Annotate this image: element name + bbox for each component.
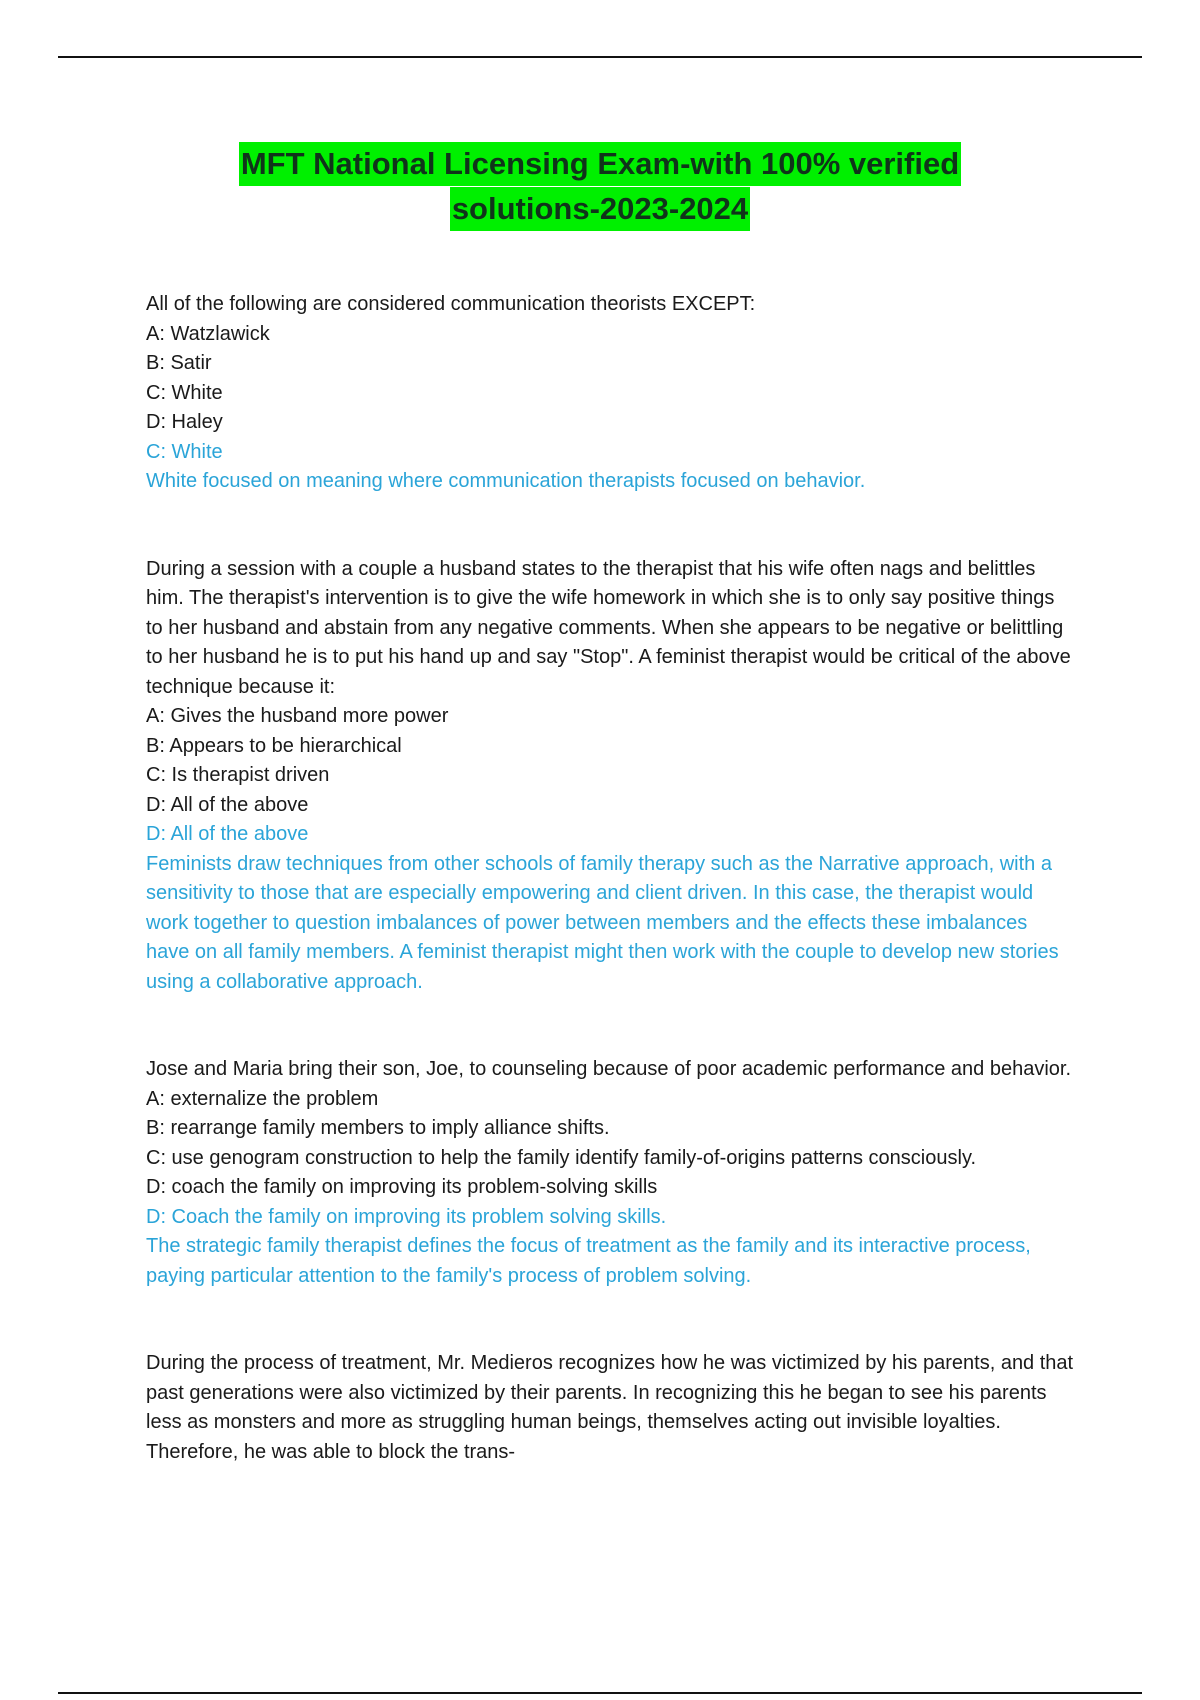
answer: D: All of the above xyxy=(146,823,309,845)
question-list xyxy=(146,290,1076,1525)
question-block xyxy=(146,555,1076,998)
option-c: C: White xyxy=(146,381,223,404)
answer: C: White xyxy=(146,440,223,463)
explanation: The strategic family therapist defines the focus of treatment as the family and its interactive process, paying particular attention to the family's process of problem solving. xyxy=(146,1235,1031,1287)
question-text: During the process of treatment, Mr. Medieros recognizes how he was victimized by his parents, and that past generations were also victimized by their parents. In recognizing this he began to see his parents less as monsters and more as struggling human beings, themselves acting out invisible loyalties. Therefore, he was able to block the trans- xyxy=(146,1352,1074,1463)
option-c: C: use genogram construction to help the family identify family-of-origins patterns consciously. xyxy=(146,1146,977,1169)
option-d: D: Haley xyxy=(146,411,223,433)
option-d: D: coach the family on improving its problem-solving skills xyxy=(146,1176,658,1198)
option-b: B: rearrange family members to imply alliance shifts. xyxy=(146,1117,610,1139)
explanation: White focused on meaning where communication therapists focused on behavior. xyxy=(146,470,866,492)
option-a: A: Watzlawick xyxy=(146,322,270,345)
explanation: Feminists draw techniques from other schools of family therapy such as the Narrative approach, with a sensitivity to those that are especially empowering and client driven. In this case, the therapist would work together to question imbalances of power between members and the effects these imbalances have on all family members. A feminist therapist might then work with the couple to develop new stories using a collaborative approach. xyxy=(146,852,1059,993)
document-title xyxy=(0,142,1200,232)
answer: D: Coach the family on improving its problem solving skills. xyxy=(146,1205,667,1228)
option-d: D: All of the above xyxy=(146,793,309,816)
question-block xyxy=(146,1055,1076,1291)
question-block xyxy=(146,1349,1076,1467)
option-b: B: Appears to be hierarchical xyxy=(146,734,402,757)
question-text: Jose and Maria bring their son, Joe, to counseling because of poor academic performance and behavior. xyxy=(146,1058,1071,1080)
option-a: A: externalize the problem xyxy=(146,1087,379,1110)
question-text: All of the following are considered communication theorists EXCEPT: xyxy=(146,293,756,315)
title-line-2: solutions-2023-2024 xyxy=(450,187,750,231)
question-block xyxy=(146,290,1076,497)
option-c: C: Is therapist driven xyxy=(146,764,330,786)
option-a: A: Gives the husband more power xyxy=(146,705,449,727)
question-text: During a session with a couple a husband states to the therapist that his wife often nags and belittles him. The therapist's intervention is to give the wife homework in which she is to only say positive things to her husband and abstain from any negative comments. When she appears to be negative or belittling to her husband he is to put his hand up and say "Stop". A feminist therapist would be critical of the above technique because it: xyxy=(146,557,1071,698)
footer-rule xyxy=(58,1692,1142,1694)
title-line-1: MFT National Licensing Exam-with 100% verified xyxy=(239,142,961,186)
option-b: B: Satir xyxy=(146,352,212,374)
header-rule xyxy=(58,56,1142,58)
